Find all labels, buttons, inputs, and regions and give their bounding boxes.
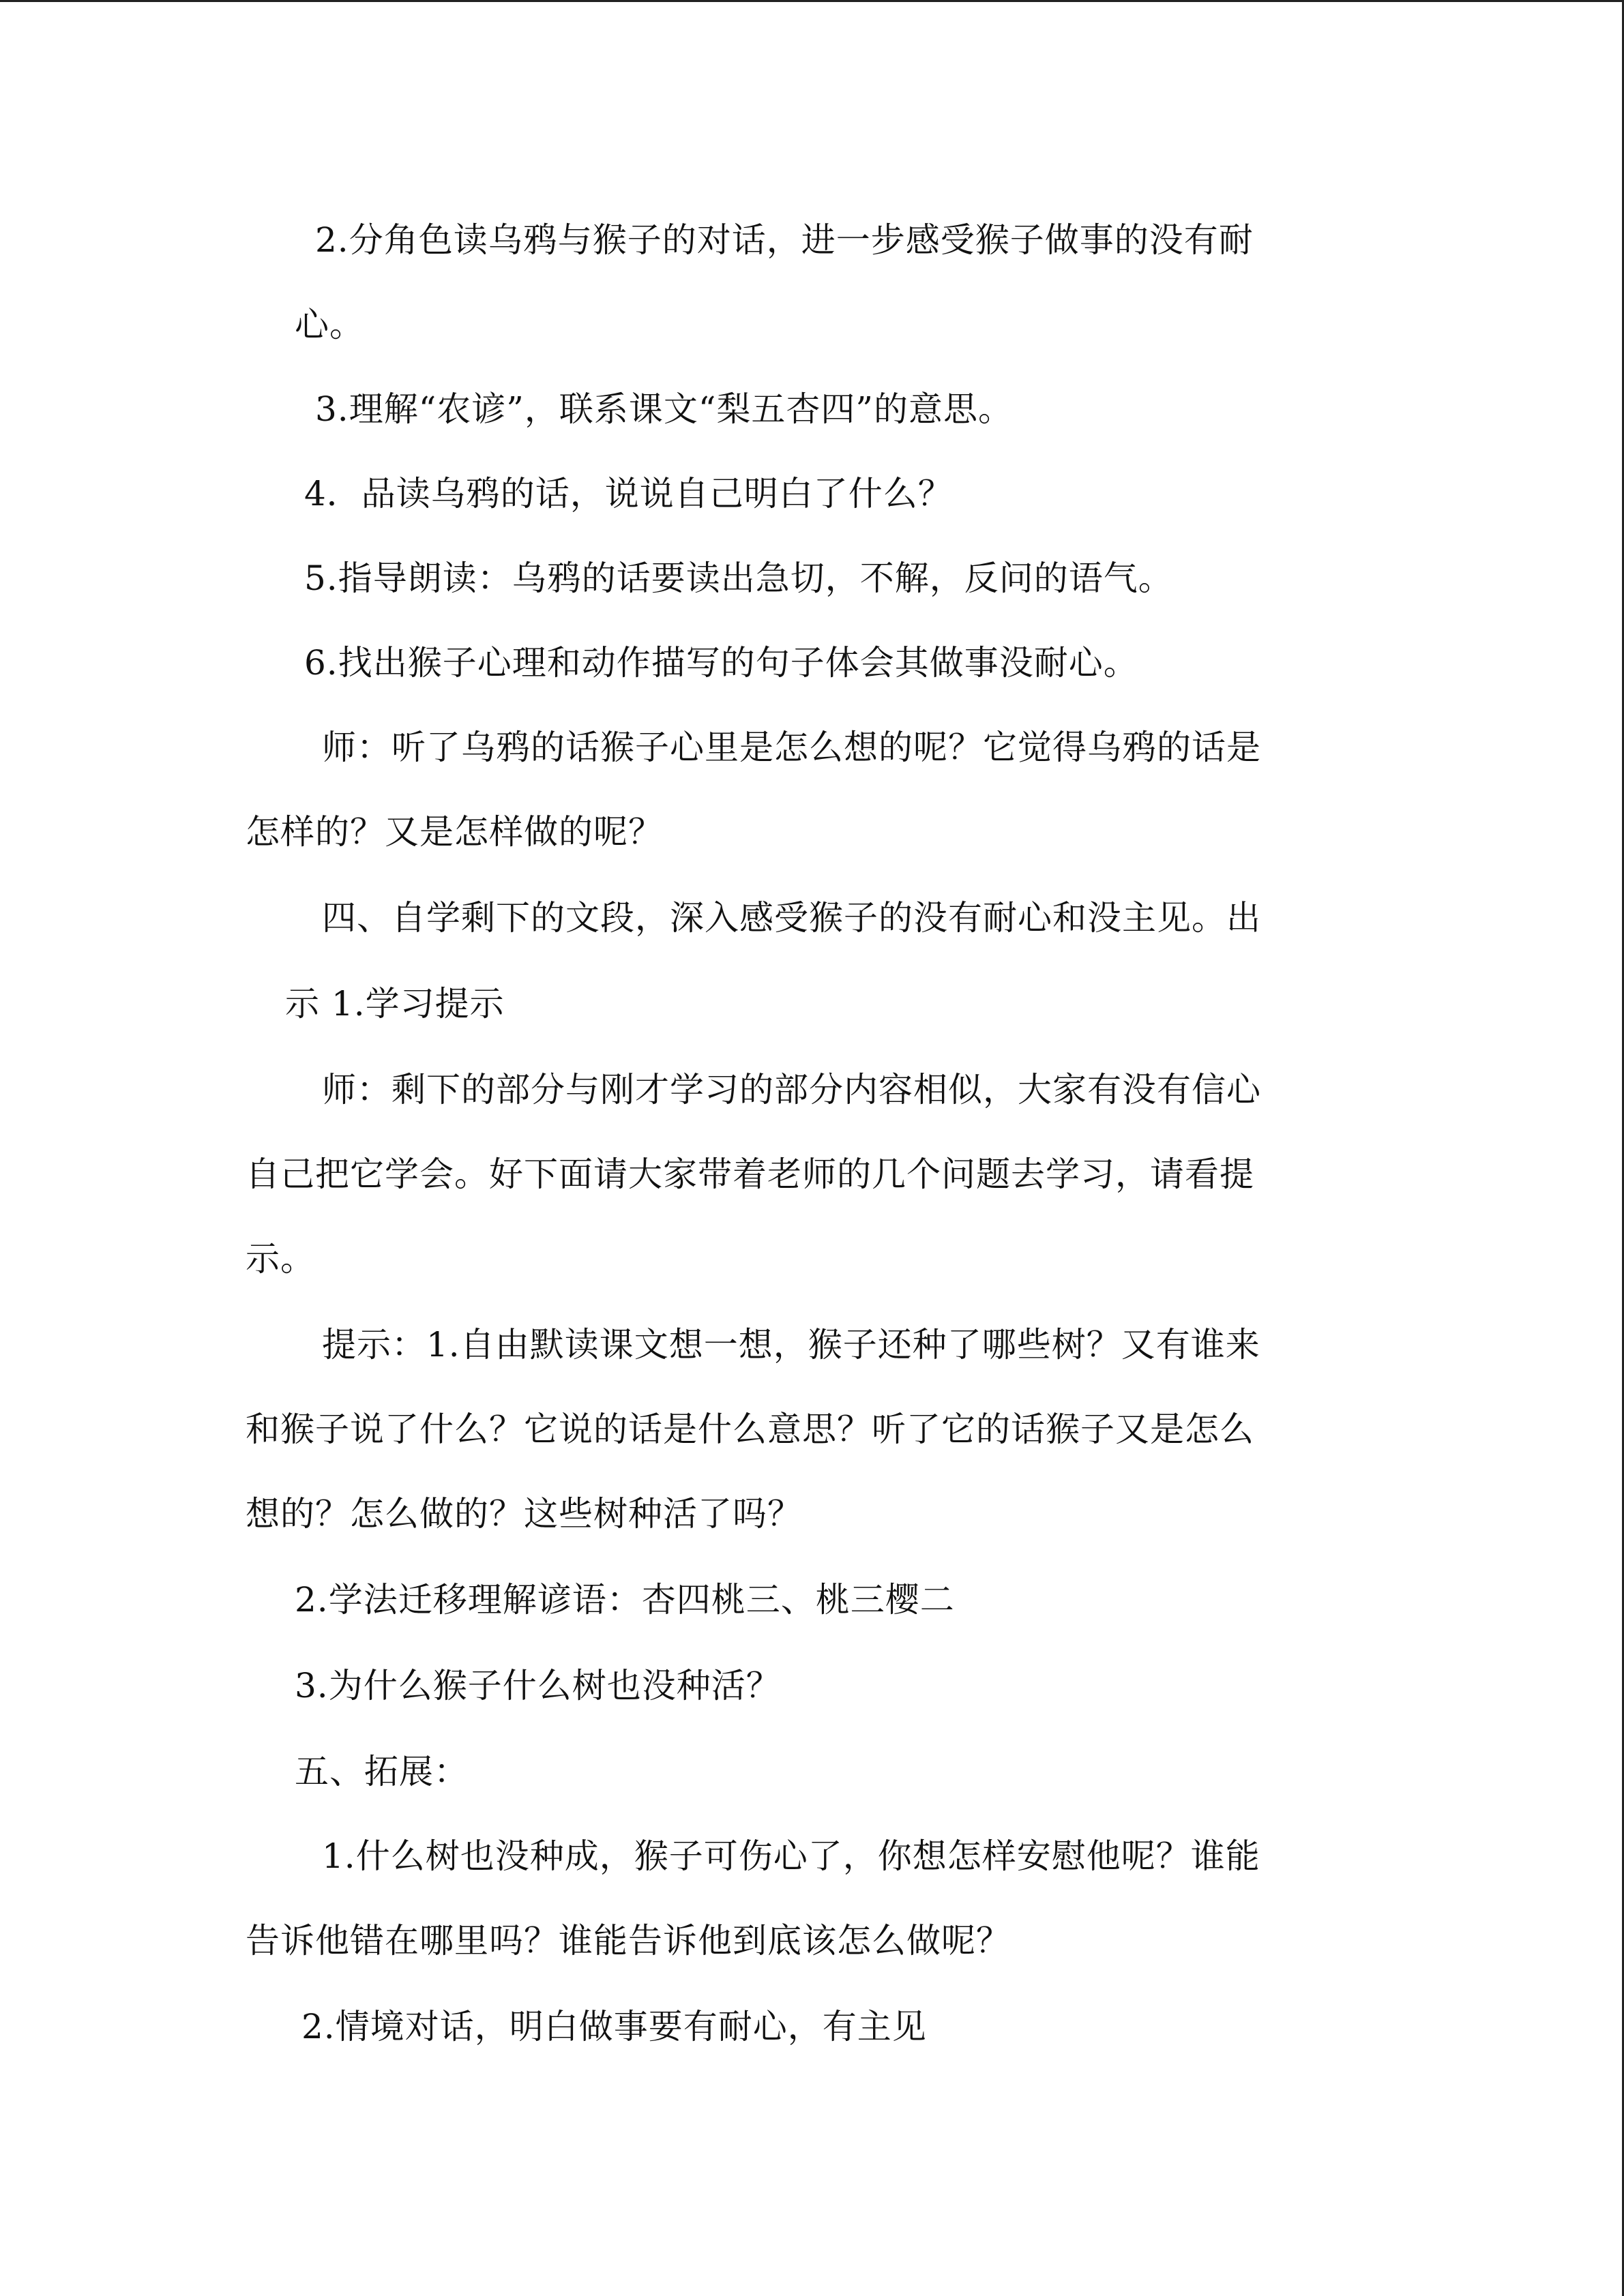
text-line: 4．品读乌鸦的话，说说自己明白了什么？ [304, 474, 953, 513]
text-line: 2.分角色读乌鸦与猴子的对话，进一步感受猴子做事的没有耐 [315, 220, 1254, 260]
text-line: 3.为什么猴子什么树也没种活？ [295, 1666, 781, 1705]
text-line: 怎样的？又是怎样做的呢？ [246, 812, 663, 852]
text-line: 2.情境对话，明白做事要有耐心，有主见 [301, 2007, 927, 2046]
text-line: 提示：1.自由默读课文想一想，猴子还种了哪些树？又有谁来 [322, 1325, 1260, 1365]
text-line: 自己把它学会。好下面请大家带着老师的几个问题去学习，请看提 [246, 1154, 1254, 1194]
page-border-top [0, 0, 1624, 2]
text-line: 3.理解“农谚”，联系课文“梨五杏四”的意思。 [315, 389, 1013, 429]
text-line: 想的？怎么做的？这些树种活了吗？ [246, 1494, 802, 1534]
text-line: 心。 [295, 305, 364, 344]
text-line: 师：剩下的部分与刚才学习的部分内容相似，大家有没有信心 [322, 1070, 1261, 1109]
text-line: 四、自学剩下的文段，深入感受猴子的没有耐心和没主见。出 [322, 898, 1261, 938]
text-line: 师：听了乌鸦的话猴子心里是怎么想的呢？它觉得乌鸦的话是 [322, 728, 1261, 767]
text-line: 2.学法迁移理解谚语：杏四桃三、桃三樱二 [295, 1580, 955, 1620]
text-line: 示。 [246, 1239, 315, 1279]
text-line: 和猴子说了什么？它说的话是什么意思？听了它的话猴子又是怎么 [246, 1410, 1254, 1449]
text-line: 示 1.学习提示 [285, 984, 505, 1024]
text-line: 5.指导朗读：乌鸦的话要读出急切，不解，反问的语气。 [304, 558, 1173, 598]
text-line: 1.什么树也没种成，猴子可伤心了，你想怎样安慰他呢？谁能 [322, 1836, 1260, 1876]
text-line: 五、拓展： [295, 1752, 469, 1791]
text-line: 告诉他错在哪里吗？谁能告诉他到底该怎么做呢？ [246, 1921, 1011, 1960]
text-line: 6.找出猴子心理和动作描写的句子体会其做事没耐心。 [304, 643, 1138, 683]
